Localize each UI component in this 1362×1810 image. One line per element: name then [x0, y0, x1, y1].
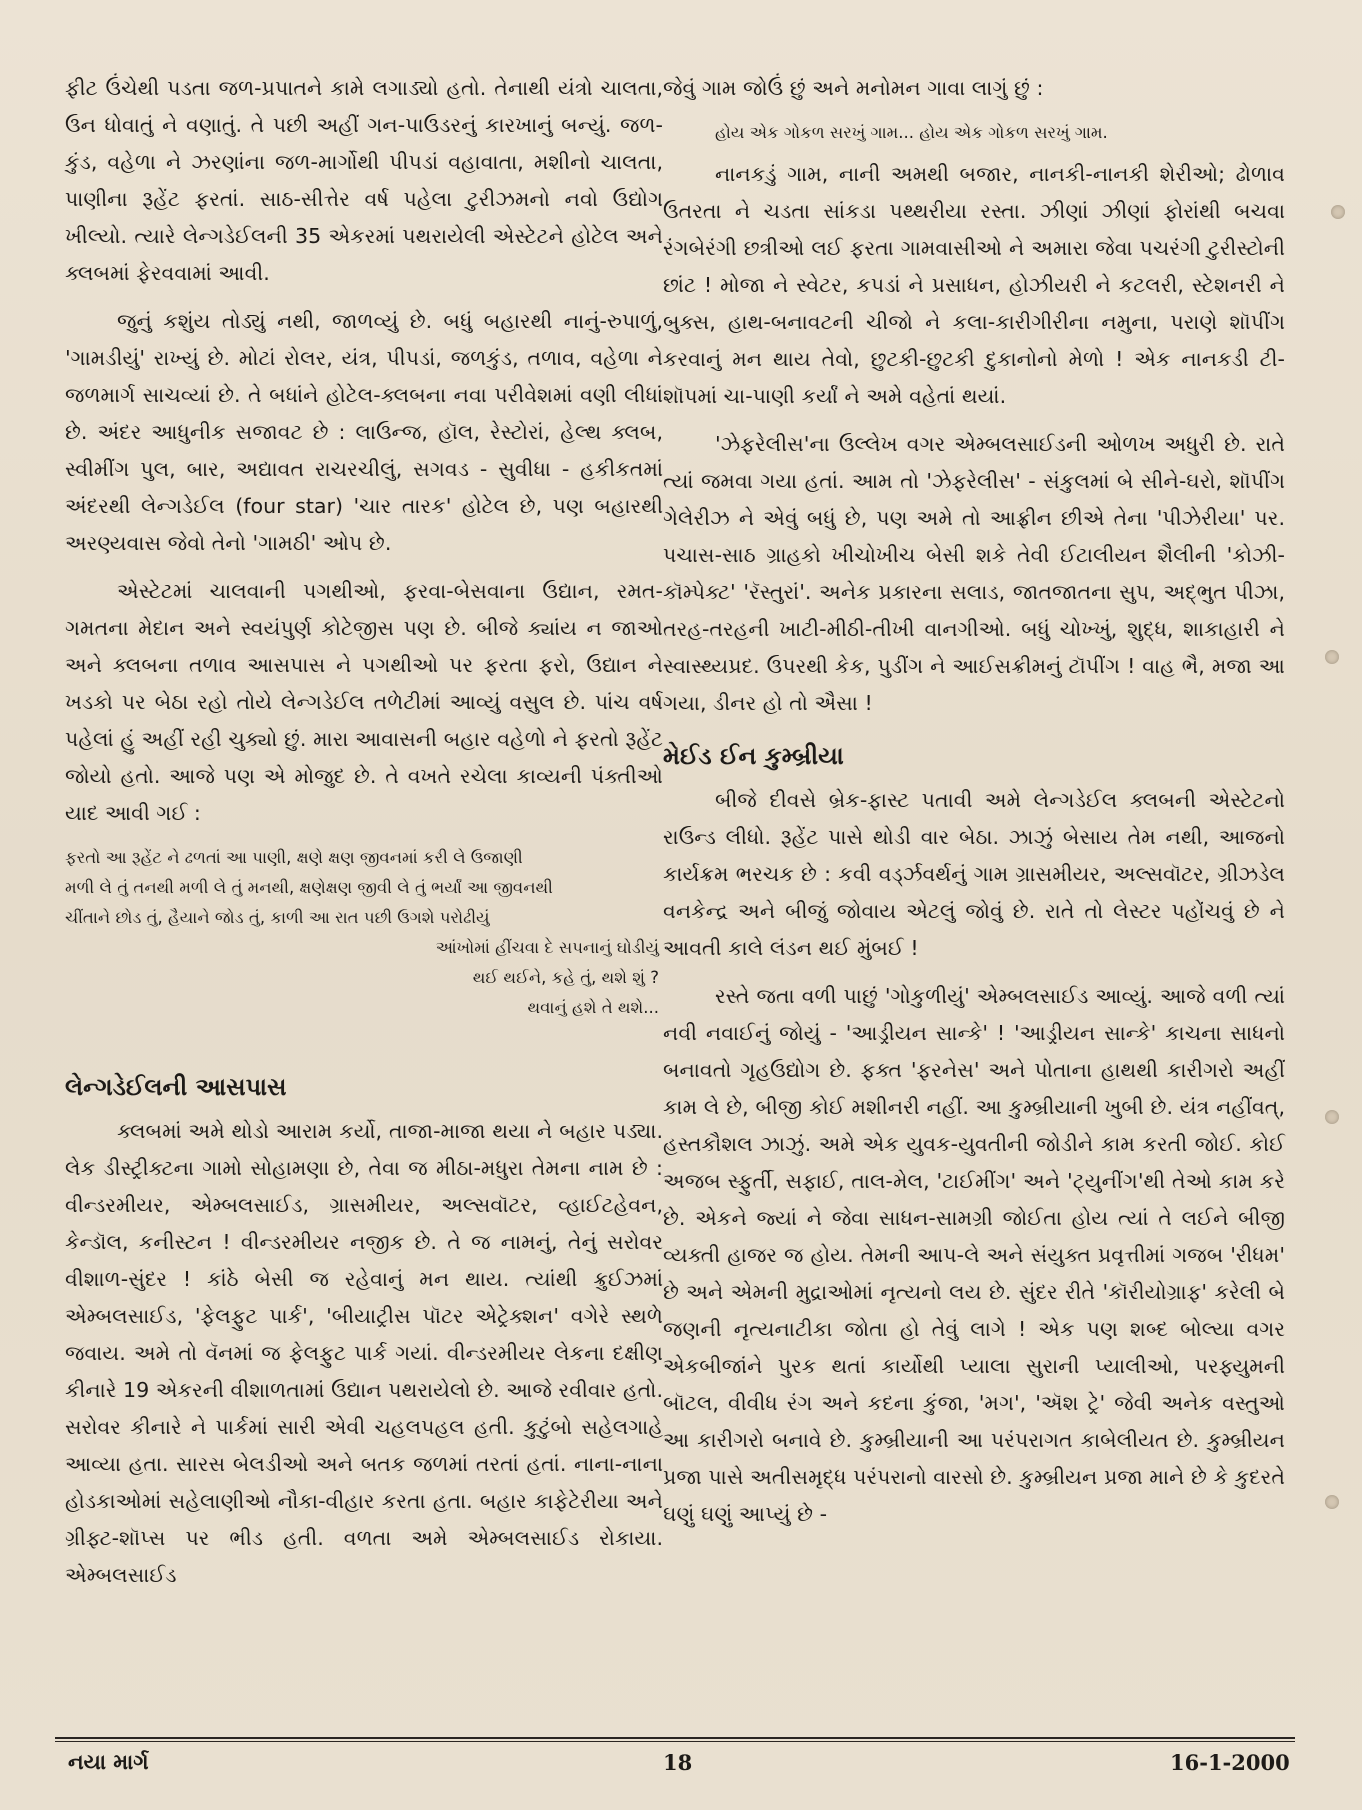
paragraph: જેવું ગામ જોઉં છું અને મનોમન ગાવા લાગું છું : [663, 76, 1044, 100]
footer-divider [55, 1741, 1295, 1742]
paragraph: ક્લબમાં અમે થોડો આરામ કર્યો, તાજા-માજા થયા ને બહાર પડ્યા. લેક ડીસ્ટ્રીક્ટના ગામો સોહામણા છે, તેવા જ મીઠા-મધુરા તેમના નામ છે : વીન્ડરમીયર, એમ્બલસાઈડ, ગ્રાસમીયર, અલ્સવૉટર, વ્હાઈટહેવન, કેન્ડૉલ, કનીસ્ટન ! વીન્ડરમીયર નજીક છે. તે જ નામનું, તેનું સરોવર વીશાળ-સુંદર ! કાંઠે બેસી જ રહેવાનું મન થાય. ત્યાંથી ક્રુઈઝમાં એમ્બલસાઈડ, 'ફેલફુટ પાર્ક', 'બીયાટ્રીસ પૉટર એટ્રેક્શન' વગેરે સ્થળે જવાય. અમે તો વૅનમાં જ ફેલફુટ પાર્ક ગયાં. વીન્ડરમીયર લેકના દક્ષીણ કીનારે 19 એકરની વીશાળતામાં ઉદ્યાન પથરાયેલો છે. આજે રવીવાર હતો. સરોવર કીનારે ને પાર્કમાં સારી એવી ચહલપહલ હતી. કુટુંબો સહેલગાહે આવ્યા હતા. સારસ બેલડીઓ અને બતક જળમાં તરતાં હતાં. નાના-નાના હોડકાઓમાં સહેલાણીઓ નૌકા-વીહાર કરતા હતા. બહાર કાફેટેરીયા અને ગ્રીફ્ટ-શૉપ્સ પર ભીડ હતી. વળતા અમે એમ્બલસાઈડ રોકાયા. એમ્બલસાઈડ [65, 1119, 663, 1587]
left-column [65, 70, 663, 1605]
page-number: 18 [663, 1750, 693, 1775]
paragraph: બીજે દીવસે બ્રેક-ફાસ્ટ પતાવી અમે લેન્ગડેઈલ ક્લબની એસ્ટેટનો રાઉન્ડ લીધો. રૂહેંટ પાસે થોડી વાર બેઠા. ઝાઝું બેસાય તેમ નથી, આજનો કાર્યક્રમ ભરચક છે : કવી વર્ડ્ઝવર્થનું ગામ ગ્રાસમીયર, અલ્સવૉટર, ગ્રીઝડેલ વનકેન્દ્ર અને બીજું જોવાય એટલું જોવું છે. રાતે તો લેસ્ટર પહોંચવું છે ને આવતી કાલે લંડન થઈ મુંબઈ ! [663, 788, 1285, 960]
paragraph: નાનકડું ગામ, નાની અમથી બજાર, નાનકી-નાનકી શેરીઓ; ઢોળાવ ઉતરતા ને ચડતા સાંકડા પથ્થરીયા રસ્તા. ઝીણાં ઝીણાં ફોરાંથી બચવા રંગબેરંગી છત્રીઓ લઈ ફરતા ગામવાસીઓ ને અમારા જેવા પચરંગી ટુરીસ્ટોની છાંટ ! મોજા ને સ્વેટર, કપડાં ને પ્રસાધન, હોઝીયરી ને કટલરી, સ્ટેશનરી ને બુક્સ, હાથ-બનાવટની ચીજો ને કલા-કારીગીરીના નમુના, પરાણે શૉપીંગ કરવાનું મન થાય તેવો, છુટકી-છુટકી દુકાનોનો મેળો ! એક નાનકડી ટી-શૉપમાં ચા-પાણી કર્યાં ને અમે વહેતાં થયાં. [663, 162, 1285, 408]
poem-line: ફરતો આ રૂહેંટ ને ઢળતાં આ પાણી, ક્ષણે ક્ષણ જીવનમાં કરી લે ઉજાણી [65, 848, 523, 867]
right-column [663, 70, 1285, 1544]
binding-hole-icon [1331, 205, 1345, 219]
issue-date: 16-1-2000 [1170, 1750, 1290, 1775]
poem-line: ચીંતાને છોડ તું, હૈયાને જોડ તું, કાળી આ રાત પછી ઉગશે પરોઢીયું [65, 908, 490, 927]
paragraph: રસ્તે જતા વળી પાછું 'ગોકુળીયું' એમ્બલસાઈડ આવ્યું. આજે વળી ત્યાં નવી નવાઈનું જોયું - 'આડ્રીયન સાન્કે' ! 'આડ્રીયન સાન્કે' કાચના સાધનો બનાવતો ગૃહઉદ્યોગ છે. ફક્ત 'ફરનેસ' અને પોતાના હાથથી કારીગરો અહીં કામ લે છે, બીજી કોઈ મશીનરી નહીં. આ કુમ્બ્રીયાની ખુબી છે. યંત્ર નહીંવત્, હસ્તકૌશલ ઝાઝું. અમે એક યુવક-યુવતીની જોડીને કામ કરતી જોઈ. કોઈ અજબ સ્ફુર્તી, સફાઈ, તાલ-મેલ, 'ટાઈમીંગ' અને 'ટ્યુનીંગ'થી તેઓ કામ કરે છે. એકને જ્યાં ને જેવા સાધન-સામગ્રી જોઈતા હોય ત્યાં તે લઈને બીજી વ્યક્તી હાજર જ હોય. તેમની આપ-લે અને સંયુક્ત પ્રવૃત્તીમાં ગજબ 'રીધમ' છે અને એમની મુદ્રાઓમાં નૃત્યનો લય છે. સુંદર રીતે 'કૉરીયોગ્રાફ' કરેલી બે જણની નૃત્યનાટીકા જોતા હો તેવું લાગે ! એક પણ શબ્દ બોલ્યા વગર એકબીજાંને પુરક થતાં કાર્યોથી પ્યાલા સુરાની પ્યાલીઓ, પરફ્યુમની બૉટલ, વીવીધ રંગ અને કદના કુંજા, 'મગ', 'ઍશ ટ્રે' જેવી અનેક વસ્તુઓ આ કારીગરો બનાવે છે. કુમ્બ્રીયાની આ પરંપરાગત કાબેલીયત છે. કુમ્બ્રીયન પ્રજા પાસે અતીસમૃદ્ધ પરંપરાનો વારસો છે. કુમ્બ્રીયન પ્રજા માને છે કે કુદરતે ઘણું ઘણું આપ્યું છે - [663, 984, 1285, 1526]
poem-line: થવાનું હશે તે થશે... [527, 998, 659, 1017]
poem-line: થઈ થઈને, કહે તું, થશે શું ? [472, 968, 659, 987]
footer-divider [55, 1737, 1295, 1739]
binding-hole-icon [1325, 1110, 1339, 1124]
paragraph: 'ઝેફરેલીસ'ના ઉલ્લેખ વગર એમ્બલસાઈડની ઓળખ અધુરી છે. રાતે ત્યાં જમવા ગયા હતાં. આમ તો 'ઝેફરેલીસ' - સંકુલમાં બે સીને-ઘરો, શૉપીંગ ગેલેરીઝ ને એવું બધું છે, પણ અમે તો આફ્રીન છીએ તેના 'પીઝેરીયા' પર. પચાસ-સાઠ ગ્રાહકો ખીચોખીચ બેસી શકે તેવી ઈટાલીયન શૈલીની 'કોઝી-કૉમ્પેક્ટ' 'રૅસ્તુરાં'. અનેક પ્રકારના સલાડ, જાતજાતના સુપ, અદ્ભુત પીઝા, તરહ-તરહની ખાટી-મીઠી-તીખી વાનગીઓ. બધું ચોખ્ખું, શુદ્ધ, શાકાહારી ને સ્વાસ્થ્યપ્રદ. ઉપરથી કેક, પુડીંગ ને આઈસક્રીમનું ટૉપીંગ ! વાહ ભૈ, મજા આ ગયા, ડીનર હો તો ઐસા ! [663, 432, 1285, 715]
poem-line: મળી લે તું તનથી મળી લે તું મનથી, ક્ષણેક્ષણ જીવી લે તું ભર્યાં આ જીવનથી [65, 878, 553, 897]
binding-hole-icon [1325, 650, 1339, 664]
paragraph: એસ્ટેટમાં ચાલવાની પગથીઓ, ફરવા-બેસવાના ઉદ્યાન, રમત-ગમતના મેદાન અને સ્વયંપુર્ણ કોટેજીસ પણ છે. બીજે ક્યાંય ન જાઓ અને ક્લબના તળાવ આસપાસ ને પગથીઓ પર ફરતા ફરો, ઉદ્યાન ને ખડકો પર બેઠા રહો તોયે લેન્ગડેઈલ તળેટીમાં આવ્યું વસુલ છે. પાંચ વર્ષ પહેલાં હું અહીં રહી ચુક્યો છું. મારા આવાસની બહાર વહેળો ને ફરતો રૂહેંટ જોયો હતો. આજે પણ એ મોજુદ છે. તે વખતે રચેલા કાવ્યની પંક્તીઓ યાદ આવી ગઈ : [65, 579, 663, 825]
section-heading: મેઈડ ઈન કુમ્બ્રીયા [663, 742, 844, 770]
paragraph: ફીટ ઉંચેથી પડતા જળ-પ્રપાતને કામે લગાડ્યો હતો. તેનાથી યંત્રો ચાલતા, ઉન ધોવાતું ને વણાતું. તે પછી અહીં ગન-પાઉડરનું કારખાનું બન્યું. જળ-કુંડ, વહેળા ને ઝરણાંના જળ-માર્ગોથી પીપડાં વહાવાતા, મશીનો ચાલતા, પાણીના રૂહેંટ ફરતાં. સાઠ-સીત્તેર વર્ષ પહેલા ટુરીઝમનો નવો ઉદ્યોગ ખીલ્યો. ત્યારે લેન્ગડેઈલની 35 એકરમાં પથરાયેલી એસ્ટેટને હોટેલ અને ક્લબમાં ફેરવવામાં આવી. [65, 76, 663, 285]
song-quote: હોય એક ગોકળ સરખું ગામ... હોય એક ગોકળ સરખું ગામ. [715, 123, 1108, 142]
publication-name: નયા માર્ગ [68, 1750, 149, 1774]
poem [65, 843, 663, 1023]
poem-line: આંખોમાં હીંચવા દે સપનાનું ઘોડીયું [435, 938, 659, 957]
section-heading: લેન્ગડેઈલની આસપાસ [65, 1073, 287, 1101]
paragraph: જુનું કશુંય તોડ્યું નથી, જાળવ્યું છે. બધું બહારથી નાનું-રુપાળું, 'ગામડીયું' રાખ્યું છે. મોટાં રોલર, યંત્ર, પીપડાં, જળકુંડ, તળાવ, વહેળા ને જળમાર્ગ સાચવ્યાં છે. તે બધાંને હોટેલ-ક્લબના નવા પરીવેશમાં વણી લીધાં છે. અંદર આધુનીક સજાવટ છે : લાઉન્જ, હૉલ, રેસ્ટોરાં, હેલ્થ ક્લબ, સ્વીમીંગ પુલ, બાર, અદ્યાવત રાચરચીલું, સગવડ - સુવીધા - હકીકતમાં અંદરથી લેન્ગડેઈલ (four star) 'ચાર તારક' હોટેલ છે, પણ બહારથી અરણ્યવાસ જેવો તેનો 'ગામઠી' ઓપ છે. [65, 309, 663, 555]
binding-hole-icon [1325, 1495, 1339, 1509]
